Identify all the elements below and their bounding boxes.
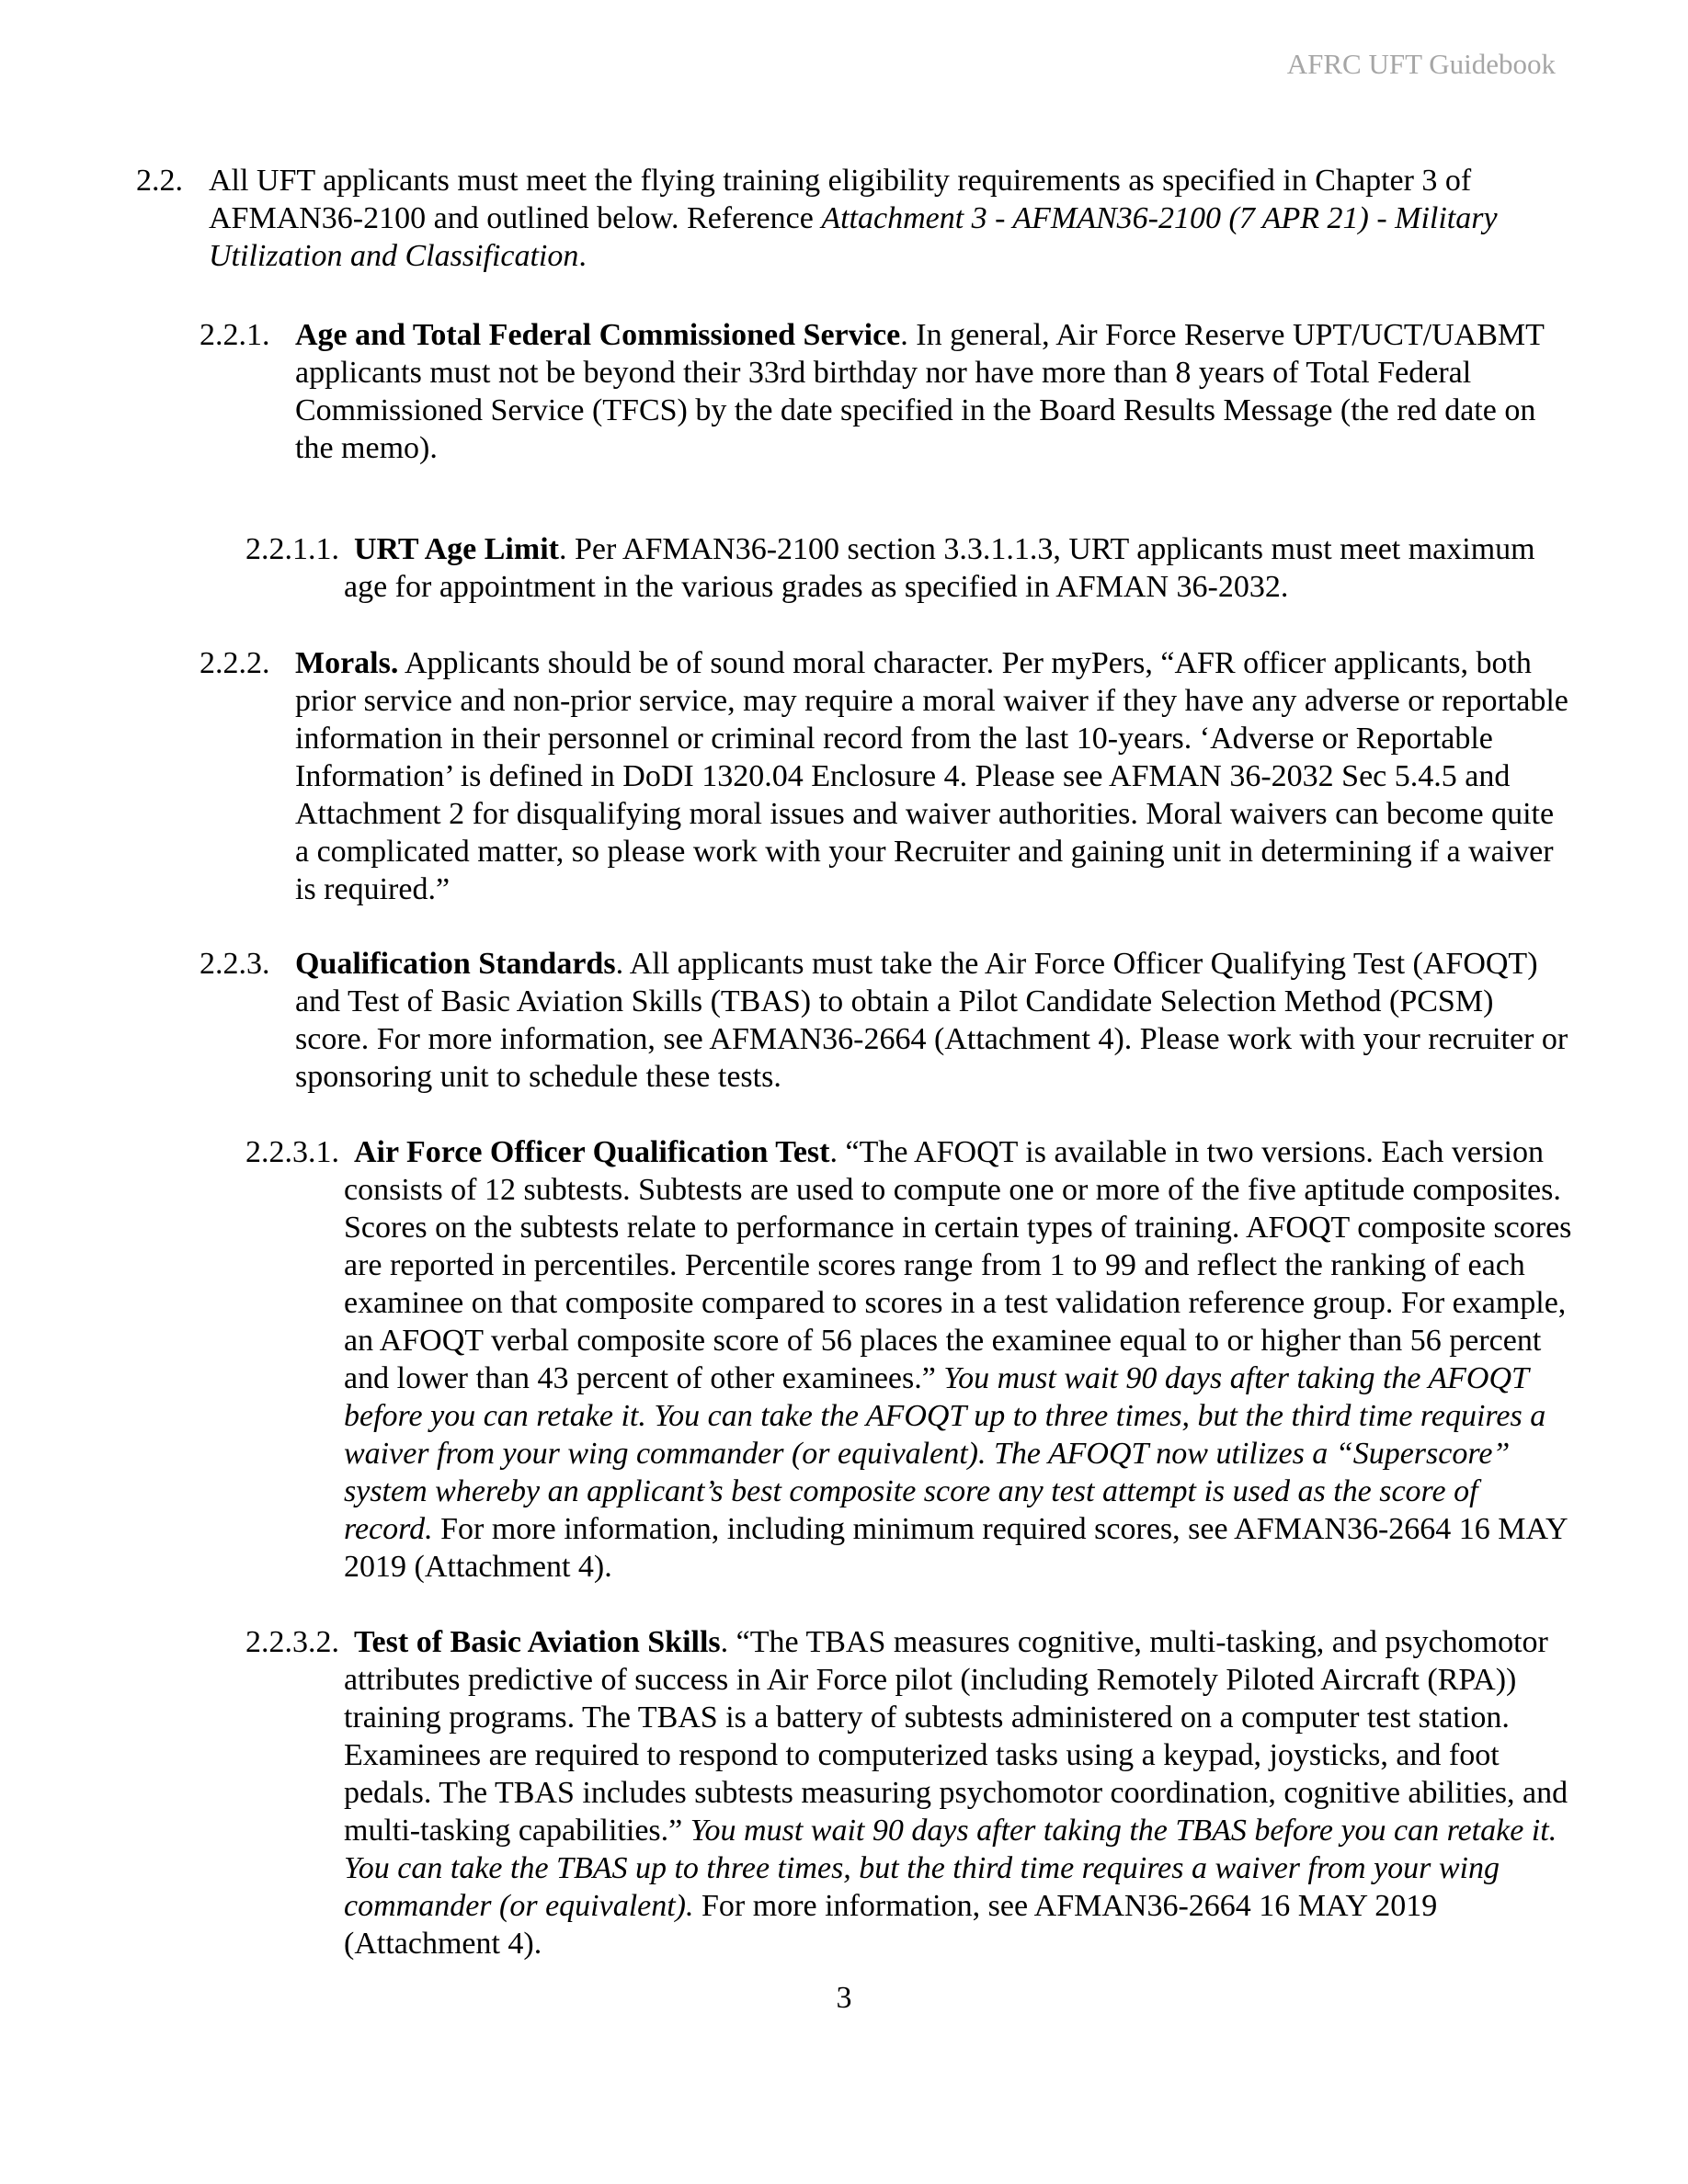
body-end: For more information, see AFMAN36-2664 16 MAY 2019 (Attachment 4).: [344, 1889, 1438, 1961]
section-heading: Test of Basic Aviation Skills: [354, 1625, 721, 1659]
section-2-2: [136, 162, 1574, 275]
section-2-2-2: [200, 644, 1574, 908]
body-text: . “The AFOQT is available in two versions. Each version consists of 12 subtests. Subtests are used to compute one or more of the five aptitude composites. Scores on the subtests relate to performance in certain types of training. AFOQT composite scores are reported in percentiles. Percentile scores range from 1 to 99 and reflect the ranking of each examinee on that composite compared to scores in a test validation reference group. For example, an AFOQT verbal composite score of 56 places the examinee equal to or higher than 56 percent and lower than 43 percent of other examinees.”: [344, 1135, 1572, 1395]
section-number: 2.2.3.2.: [245, 1625, 339, 1659]
section-number: 2.2.1.1.: [245, 532, 339, 566]
section-number: 2.2.2.: [200, 646, 270, 680]
body-text: Applicants should be of sound moral character. Per myPers, “AFR officer applicants, both prior service and non-prior service, may require a moral waiver if they have any adverse or reportable information in their personnel or criminal record from the last 10-years. ‘Adverse or Reportable Information’ is defined in DoDI 1320.04 Enclosure 4. Please see AFMAN 36-2032 Sec 5.4.5 and Attachment 2 for disqualifying moral issues and waiver authorities. Moral waivers can become quite a complicated matter, so please work with your Recruiter and gaining unit in determining if a waiver is required.”: [295, 646, 1568, 906]
page-number: 3: [836, 1981, 852, 2015]
section-body: [344, 1133, 1574, 1586]
italic-note: You must wait 90 days after taking the TBAS before you can retake it. You can take the TBAS up to three times, but the third time requires a waiver from your wing commander (or equivalent).: [344, 1814, 1557, 1923]
body-text: All UFT applicants must meet the flying training eligibility requirements as specified in Chapter 3 of AFMAN36-2100 and outlined below. Reference: [209, 164, 1472, 235]
section-heading: Qualification Standards: [295, 947, 616, 981]
section-number: 2.2.3.1.: [245, 1135, 339, 1169]
section-number: 2.2.1.: [200, 318, 270, 352]
running-header: AFRC UFT Guidebook: [1286, 48, 1556, 80]
body-text: . All applicants must take the Air Force Officer Qualifying Test (AFOQT) and Test of Basic Aviation Skills (TBAS) to obtain a Pilot Candidate Selection Method (PCSM) score. For more information, see AFMAN36-2664 (Attachment 4). Please work with your recruiter or sponsoring unit to schedule these tests.: [295, 947, 1568, 1094]
section-body: [209, 162, 1574, 275]
section-body: [344, 530, 1574, 606]
section-body: [295, 945, 1574, 1096]
section-number: 2.2.: [136, 164, 183, 198]
section-heading: Age and Total Federal Commissioned Service: [295, 318, 901, 352]
section-body: [295, 316, 1574, 467]
section-2-2-3-1: [245, 1133, 1574, 1586]
section-body: [344, 1623, 1574, 1962]
section-heading: Morals.: [295, 646, 399, 680]
section-2-2-1: [200, 316, 1574, 467]
body-text: . Per AFMAN36-2100 section 3.3.1.1.3, URT applicants must meet maximum age for appointment in the various grades as specified in AFMAN 36-2032.: [344, 532, 1535, 604]
body-text: . “The TBAS measures cognitive, multi-tasking, and psychomotor attributes predictive of success in Air Force pilot (including Remotely Piloted Aircraft (RPA)) training programs. The TBAS is a battery of subtests administered on a computer test station. Examinees are required to respond to computerized tasks using a keypad, joysticks, and foot pedals. The TBAS includes subtests measuring psychomotor coordination, cognitive abilities, and multi-tasking capabilities.”: [344, 1625, 1568, 1848]
body-text: . In general, Air Force Reserve UPT/UCT/UABMT applicants must not be beyond their 33rd birthday nor have more than 8 years of Total Federal Commissioned Service (TFCS) by the date specified in the Board Results Message (the red date on the memo).: [295, 318, 1545, 465]
section-heading: URT Age Limit: [354, 532, 559, 566]
section-2-2-3: [200, 945, 1574, 1096]
section-heading: Air Force Officer Qualification Test: [354, 1135, 830, 1169]
section-number: 2.2.3.: [200, 947, 270, 981]
section-body: [295, 644, 1574, 908]
body-end: .: [578, 239, 587, 273]
reference-italic: Attachment 3 - AFMAN36-2100 (7 APR 21) - Military Utilization and Classification: [209, 201, 1498, 273]
body-end: For more information, including minimum required scores, see AFMAN36-2664 16 MAY 2019 (Attachment 4).: [344, 1512, 1568, 1584]
italic-note: You must wait 90 days after taking the AFOQT before you can retake it. You can take the AFOQT up to three times, but the third time requires a waiver from your wing commander (or equivalent). The AFOQT now utilizes a “Superscore” system whereby an applicant’s best composite score any test attempt is used as the score of record.: [344, 1361, 1546, 1546]
section-2-2-3-2: [245, 1623, 1574, 1962]
section-2-2-1-1: [245, 530, 1574, 606]
